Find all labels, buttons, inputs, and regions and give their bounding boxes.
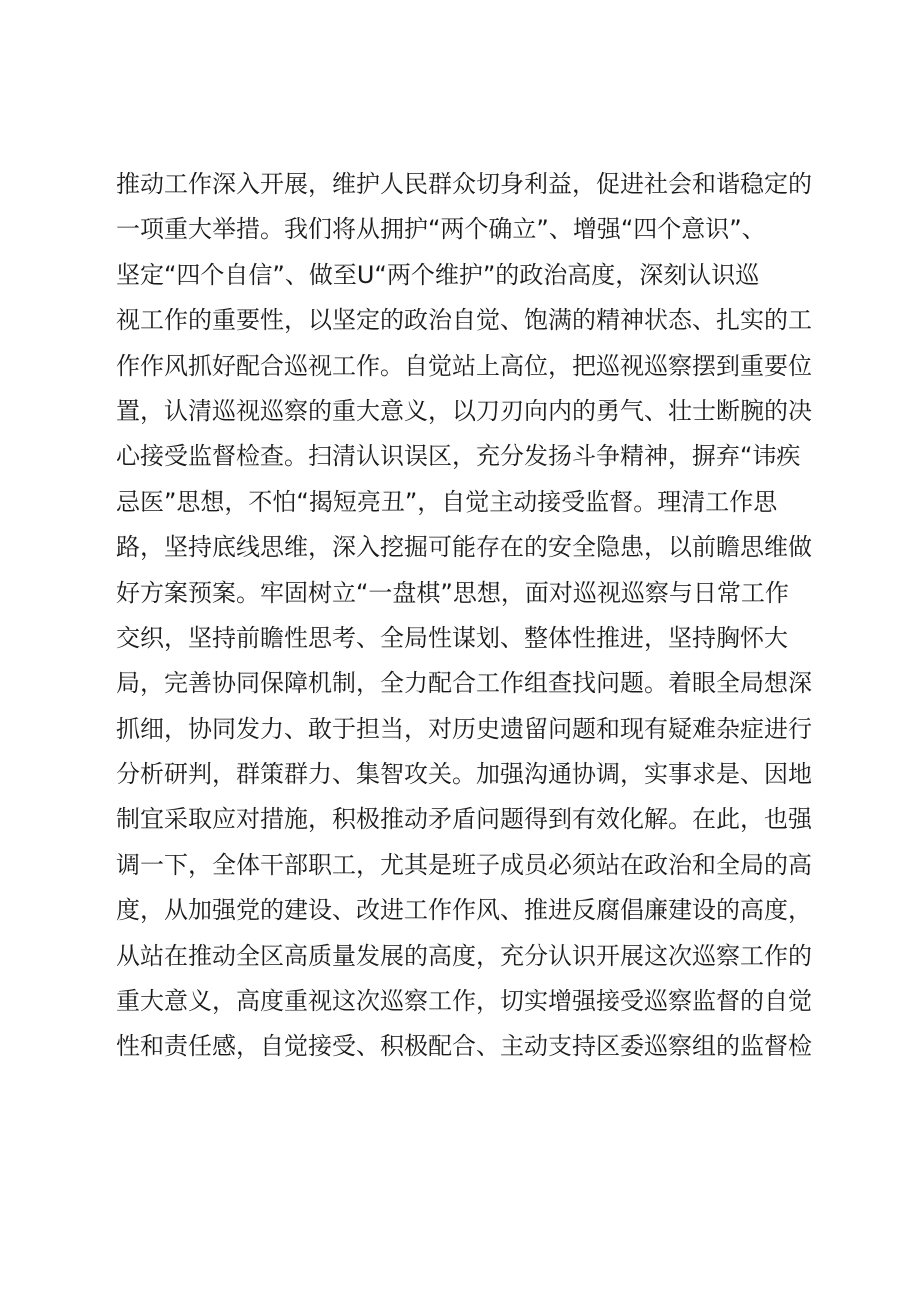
body-paragraph [116, 162, 812, 1070]
text-line-7: 心接受监督检查。扫清认识误区，充分发扬斗争精神，摒弃“讳疾 [116, 442, 801, 471]
text-line-11: 交织，坚持前瞻性思考、全局性谋划、整体性推进，坚持胸怀大 [116, 623, 788, 652]
text-line-17: 度，从加强党的建设、改进工作作风、推进反腐倡廉建设的高度， [116, 896, 812, 925]
text-line-8: 忌医”思想，不怕“揭短亮丑”，自觉主动接受监督。理清工作思 [116, 487, 778, 516]
text-line-4: 视工作的重要性，以坚定的政治自觉、饱满的精神状态、扎实的工 [116, 306, 812, 335]
text-line-12: 局，完善协同保障机制，全力配合工作组查找问题。着眼全局想深 [116, 669, 812, 698]
text-line-5: 作作风抓好配合巡视工作。自觉站上高位，把巡视巡察摆到重要位 [116, 351, 812, 380]
text-line-14: 分析研判，群策群力、集智攻关。加强沟通协调，实事求是、因地 [116, 760, 812, 789]
text-line-20: 性和责任感，自觉接受、积极配合、主动支持区委巡察组的监督检 [116, 1032, 812, 1061]
text-line-2: 一项重大举措。我们将从拥护“两个确立”、增强“四个意识”、 [116, 215, 766, 244]
text-line-15: 制宜采取应对措施，积极推动矛盾问题得到有效化解。在此，也强 [116, 805, 812, 834]
text-line-10: 好方案预案。牢固树立“一盘棋”思想，面对巡视巡察与日常工作 [116, 578, 789, 607]
text-line-18: 从站在推动全区高质量发展的高度，充分认识开展这次巡察工作的 [116, 941, 812, 970]
text-line-1: 推动工作深入开展，维护人民群众切身利益，促进社会和谐稳定的 [116, 170, 812, 198]
text-line-16: 调一下，全体干部职工，尤其是班子成员必须站在政治和全局的高 [116, 850, 812, 879]
text-line-13: 抓细，协同发力、敢于担当，对历史遗留问题和现有疑难杂症进行 [116, 714, 812, 743]
text-line-19: 重大意义，高度重视这次巡察工作，切实增强接受巡察监督的自觉 [116, 987, 812, 1016]
text-line-3: 坚定“四个自信”、做至U“两个维护”的政治高度，深刻认识巡 [116, 260, 760, 289]
text-line-6: 置，认清巡视巡察的重大意义，以刀刃向内的勇气、壮士断腕的决 [116, 396, 812, 425]
text-line-9: 路，坚持底线思维，深入挖掘可能存在的安全隐患，以前瞻思维做 [116, 533, 812, 562]
